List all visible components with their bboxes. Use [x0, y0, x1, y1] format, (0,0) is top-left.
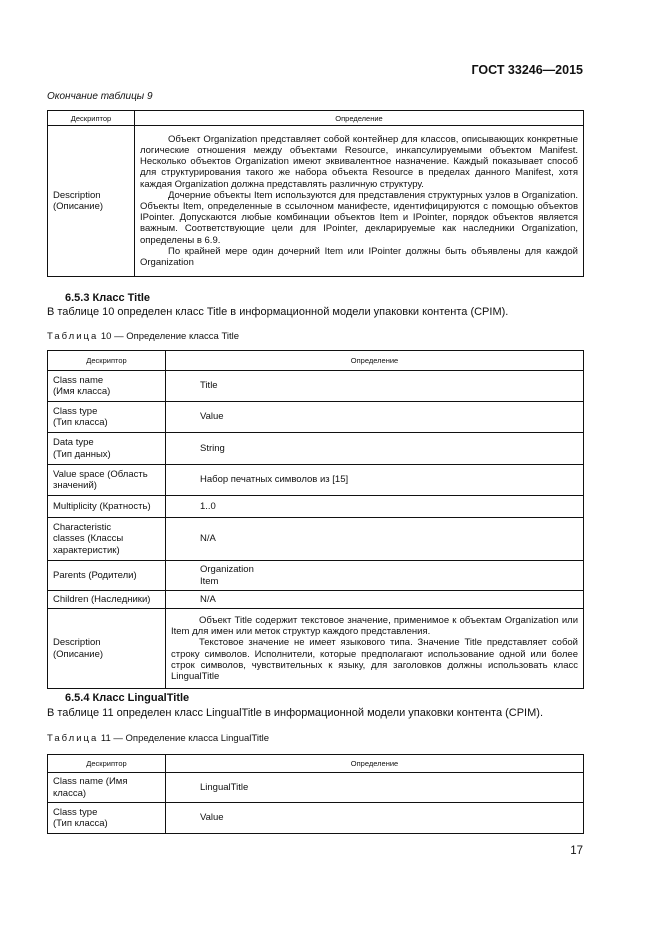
table-caption-title: 11 — Определение класса LingualTitle [100, 733, 269, 744]
table-caption-title: 10 — Определение класса Title [100, 331, 240, 342]
descriptor-line: Description [53, 189, 101, 201]
table-9 [47, 110, 584, 277]
table-11 [47, 754, 584, 834]
section-heading-6-5-4: 6.5.4 Класс LingualTitle [65, 692, 190, 704]
table-header-row [48, 111, 584, 126]
column-header-descriptor: Дескриптор [48, 755, 166, 773]
value-cell: Value [166, 803, 584, 834]
definition-paragraph: По крайней мере один дочерний Item или IPointer должны быть объявлены для каждой Organization [140, 245, 578, 269]
descriptor-cell [48, 371, 166, 402]
value-cell: Title [166, 371, 584, 402]
definition-paragraph: Дочерние объекты Item используются для представления структурных узлов в Organization. Объекты Item, определенные в ссылочном манифесте, идентифицируются с помощью объектов IPointer. Допускаются любые комбинации объектов Item и IPointer, порядок объектов является важным. Соответствующие цели для IPointer, декларируемые как наследники Organization, определены в 6.9. [140, 189, 578, 246]
descriptor-line: (Тип класса) [53, 417, 108, 428]
descriptor-line: (Описание) [53, 201, 104, 212]
table-caption-word: Таблица [47, 331, 99, 342]
descriptor-cell [48, 803, 166, 834]
table-row [48, 433, 584, 465]
descriptor-line: Class name (Имя [53, 776, 128, 788]
table-row [48, 465, 584, 496]
descriptor-line: Characteristic [53, 522, 112, 534]
table-caption-word: Таблица [47, 733, 99, 744]
table-row [48, 126, 584, 277]
value-cell: String [166, 433, 584, 465]
descriptor-line: Data type [53, 437, 94, 449]
descriptor-line: Class type [53, 806, 98, 818]
descriptor-line: Description [53, 637, 101, 649]
descriptor-cell [48, 609, 166, 689]
descriptor-cell [48, 465, 166, 496]
descriptor-cell [48, 126, 135, 277]
descriptor-cell [48, 518, 166, 561]
table-header-row [48, 351, 584, 371]
table-row [48, 371, 584, 402]
descriptor-line: (Описание) [53, 648, 104, 660]
value-line: Organization [200, 564, 254, 576]
table-row [48, 496, 584, 518]
page-number: 17 [570, 845, 583, 857]
descriptor-cell: Children (Наследники) [48, 591, 166, 609]
section-text-6-5-4: В таблице 11 определен класс LingualTitle в информационной модели упаковки контента (CPIM). [47, 707, 543, 719]
value-cell [166, 561, 584, 591]
column-header-definition: Определение [135, 111, 584, 126]
table-header-row [48, 755, 584, 773]
value-cell: 1..0 [166, 496, 584, 518]
definition-cell [135, 126, 584, 277]
descriptor-line: (Тип данных) [53, 448, 111, 460]
value-cell: Набор печатных символов из [15] [166, 465, 584, 496]
descriptor-cell [48, 773, 166, 803]
descriptor-line: характеристик) [53, 544, 120, 556]
section-heading-6-5-3: 6.5.3 Класс Title [65, 292, 151, 304]
descriptor-cell: Parents (Родители) [48, 561, 166, 591]
column-header-definition: Определение [166, 351, 584, 371]
descriptor-cell: Multiplicity (Кратность) [48, 496, 166, 518]
table-10-caption [47, 331, 239, 342]
table-row [48, 518, 584, 561]
table-11-caption [47, 733, 269, 744]
descriptor-line: Class name [53, 374, 104, 386]
definition-paragraph: Объект Title содержит текстовое значение, применимое к объектам Organization или Item для имен или меток структур каждого представления. [171, 614, 578, 638]
value-cell: N/A [166, 518, 584, 561]
descriptor-line: classes (Классы [53, 533, 124, 545]
table-row [48, 402, 584, 433]
definition-cell [166, 609, 584, 689]
value-cell: Value [166, 402, 584, 433]
value-cell: LingualTitle [166, 773, 584, 803]
descriptor-line: (Имя класса) [53, 386, 111, 397]
descriptor-line: значений) [53, 480, 97, 491]
column-header-descriptor: Дескриптор [48, 351, 166, 371]
value-line: Item [200, 575, 219, 587]
descriptor-line: (Тип класса) [53, 818, 108, 829]
document-code: ГОСТ 33246—2015 [471, 63, 583, 77]
value-cell: N/A [166, 591, 584, 609]
table-10 [47, 350, 584, 689]
column-header-definition: Определение [166, 755, 584, 773]
descriptor-line: Value space (Область [53, 468, 148, 480]
table-row [48, 803, 584, 834]
definition-paragraph: Текстовое значение не имеет языкового типа. Значение Title представляет собой строку символов. Исполнители, которые предполагают использование одной или более строк символов, чувствительных к языку, для заголовков должны использовать класс LingualTitle [171, 637, 578, 682]
table-row [48, 591, 584, 609]
table-9-continuation-caption: Окончание таблицы 9 [47, 91, 153, 102]
descriptor-cell [48, 402, 166, 433]
descriptor-cell [48, 433, 166, 465]
table-row [48, 773, 584, 803]
descriptor-line: Class type [53, 405, 98, 417]
table-row [48, 609, 584, 689]
column-header-descriptor: Дескриптор [48, 111, 135, 126]
table-row [48, 561, 584, 591]
descriptor-line: класса) [53, 787, 87, 799]
section-text-6-5-3: В таблице 10 определен класс Title в информационной модели упаковки контента (CPIM). [47, 306, 509, 318]
definition-paragraph: Объект Organization представляет собой контейнер для классов, описывающих конкретные логические отношения между объектами Resource, инкапсулируемыми объектом Manifest. Несколько объектов Organization имеют эквивалентное назначение. Каждый показывает способ для структурирования такого же набора объекта Resource в пределах данного Manifest, хотя каждая Organization должна представлять различную структуру. [140, 133, 578, 190]
